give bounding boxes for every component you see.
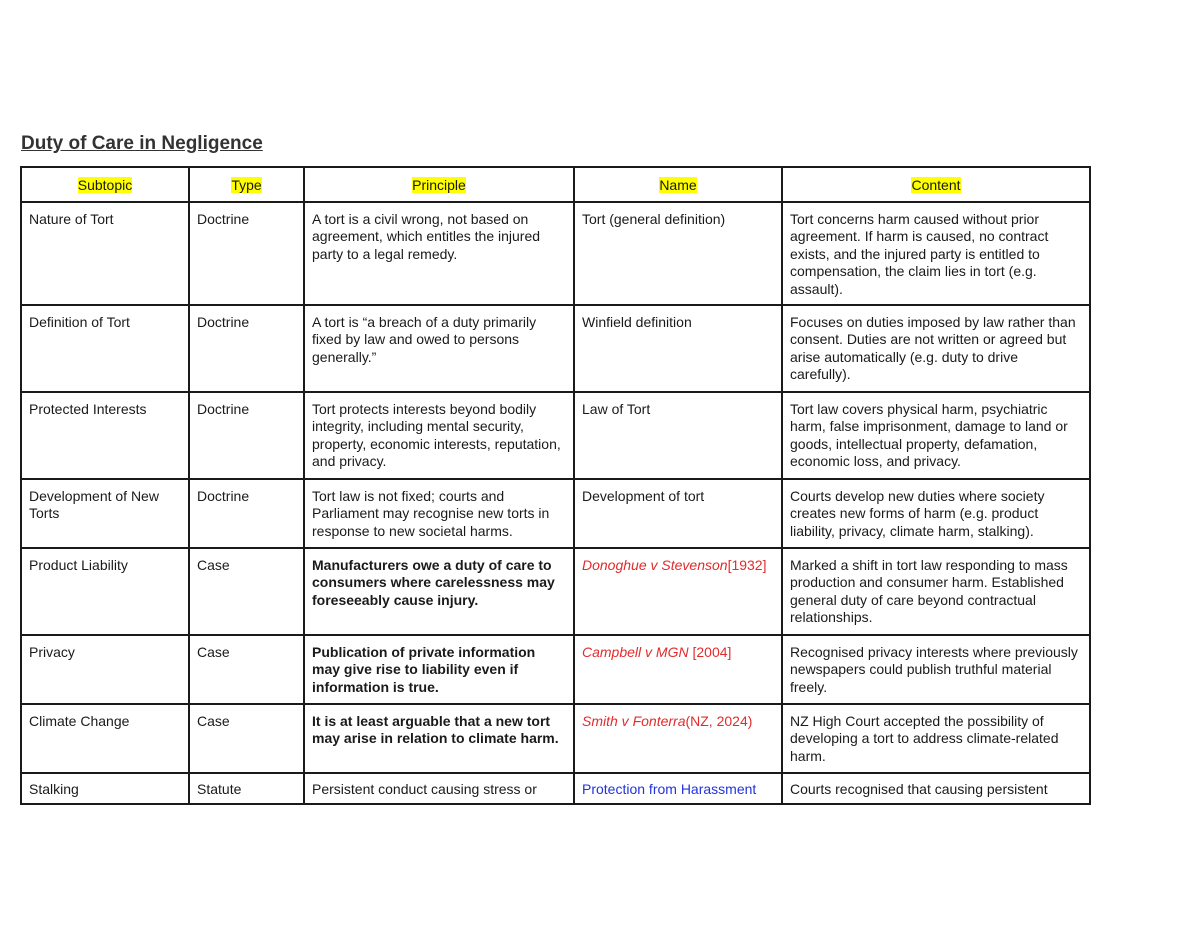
table-header-row [21, 167, 1090, 202]
cell-name [574, 704, 782, 773]
cell-type: Doctrine [189, 479, 304, 548]
cell-principle: Tort protects interests beyond bodily integrity, including mental security, property, economic interests, reputation, and privacy. [304, 392, 574, 479]
cell-subtopic: Definition of Tort [21, 305, 189, 392]
cell-name: Law of Tort [574, 392, 782, 479]
case-name: Campbell v MGN [582, 643, 689, 660]
cell-name [574, 635, 782, 704]
cell-name: Tort (general definition) [574, 202, 782, 305]
cell-type: Statute [189, 773, 304, 805]
table-row [21, 305, 1090, 392]
cell-subtopic: Nature of Tort [21, 202, 189, 305]
header-subtopic: Subtopic [21, 167, 189, 202]
cell-content: NZ High Court accepted the possibility of developing a tort to address climate-related harm. [782, 704, 1090, 773]
cell-type: Case [189, 635, 304, 704]
case-name: Donoghue v Stevenson [582, 556, 728, 573]
case-citation: (NZ, 2024) [685, 712, 753, 729]
header-content: Content [782, 167, 1090, 202]
header-name: Name [574, 167, 782, 202]
case-citation: [2004] [688, 643, 732, 660]
table-row [21, 704, 1090, 773]
table-row [21, 202, 1090, 305]
case-name: Smith v Fonterra [582, 712, 686, 729]
cell-principle: Manufacturers owe a duty of care to consumers where carelessness may foreseeably cause injury. [304, 548, 574, 635]
cell-type: Doctrine [189, 305, 304, 392]
cell-subtopic: Privacy [21, 635, 189, 704]
cell-name: Winfield definition [574, 305, 782, 392]
cell-content: Recognised privacy interests where previously newspapers could publish truthful material freely. [782, 635, 1090, 704]
header-principle: Principle [304, 167, 574, 202]
table-row [21, 773, 1090, 805]
cell-content: Courts develop new duties where society creates new forms of harm (e.g. product liability, privacy, climate harm, stalking). [782, 479, 1090, 548]
duty-of-care-table [20, 166, 1091, 805]
header-type: Type [189, 167, 304, 202]
cell-type: Case [189, 704, 304, 773]
table-row [21, 548, 1090, 635]
table-row [21, 635, 1090, 704]
cell-content: Focuses on duties imposed by law rather than consent. Duties are not written or agreed but arise automatically (e.g. duty to drive carefully). [782, 305, 1090, 392]
cell-name: Protection from Harassment [574, 773, 782, 805]
cell-content: Courts recognised that causing persistent [782, 773, 1090, 805]
cell-principle: A tort is “a breach of a duty primarily fixed by law and owed to persons generally.” [304, 305, 574, 392]
cell-principle: It is at least arguable that a new tort may arise in relation to climate harm. [304, 704, 574, 773]
cell-content: Tort concerns harm caused without prior agreement. If harm is caused, no contract exists, and the injured party is entitled to compensation, the claim lies in tort (e.g. assault). [782, 202, 1090, 305]
cell-name [574, 548, 782, 635]
cell-principle: Persistent conduct causing stress or [304, 773, 574, 805]
cell-type: Doctrine [189, 202, 304, 305]
cell-type: Case [189, 548, 304, 635]
cell-principle: Tort law is not fixed; courts and Parliament may recognise new torts in response to new societal harms. [304, 479, 574, 548]
document-title: Duty of Care in Negligence [21, 133, 263, 154]
cell-name: Development of tort [574, 479, 782, 548]
cell-subtopic: Product Liability [21, 548, 189, 635]
table-row [21, 392, 1090, 479]
cell-content: Marked a shift in tort law responding to mass production and consumer harm. Established general duty of care beyond contractual relationships. [782, 548, 1090, 635]
cell-principle: Publication of private information may give rise to liability even if information is true. [304, 635, 574, 704]
cell-subtopic: Climate Change [21, 704, 189, 773]
cell-content: Tort law covers physical harm, psychiatric harm, false imprisonment, damage to land or goods, intellectual property, defamation, economic loss, and privacy. [782, 392, 1090, 479]
cell-subtopic: Protected Interests [21, 392, 189, 479]
cell-subtopic: Stalking [21, 773, 189, 805]
table-row [21, 479, 1090, 548]
cell-principle: A tort is a civil wrong, not based on agreement, which entitles the injured party to a legal remedy. [304, 202, 574, 305]
case-citation: [1932] [727, 556, 767, 573]
cell-type: Doctrine [189, 392, 304, 479]
cell-subtopic: Development of New Torts [21, 479, 189, 548]
